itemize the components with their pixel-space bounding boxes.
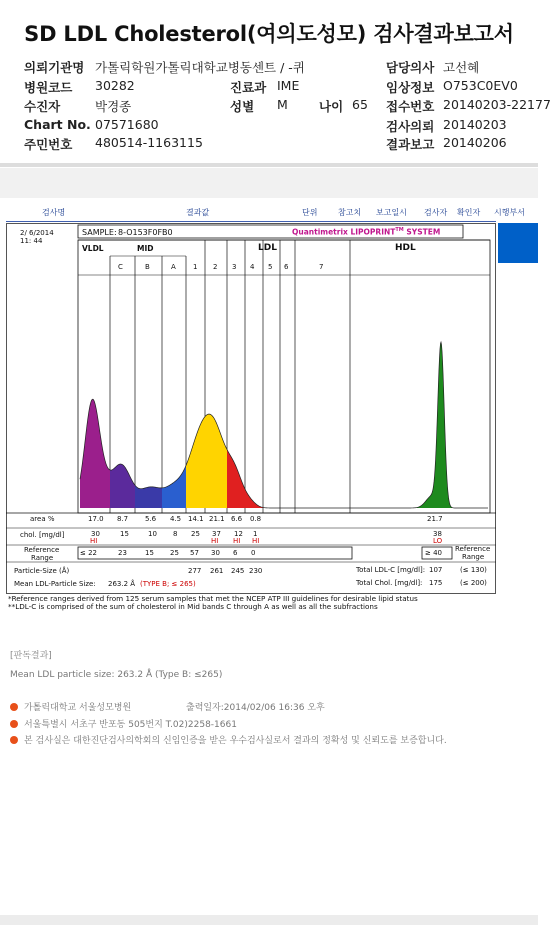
age-value: 65 [352,97,368,112]
ref-value: ≤ 22 [80,549,97,557]
ref-value: 57 [190,549,199,557]
age-label: 나이 [319,99,344,114]
chol-flag: HI [252,537,260,545]
ref-right-label-2: Range [462,553,485,561]
footer-address-line: 서울특별시 서초구 반포동 505번지 T.02)2258-1661 [10,717,237,730]
ldl-band-label-1: 1 [193,263,198,271]
bullet-icon [10,720,18,728]
ldl-band-label-4: 4 [250,263,255,271]
plot-frame [78,240,490,513]
band-fill [205,414,227,508]
report-title: SD LDL Cholesterol(여의도성모) 검사결과보고서 [24,22,514,46]
total-chol-label: Total Chol. [mg/dl]: [356,579,423,587]
run-date: 2/ 6/2014 [20,229,54,237]
particle-size-value: 261 [210,567,224,575]
mid-group-label: MID [137,244,154,253]
hdl-chol-flag: LO [433,537,443,545]
chol-value: 25 [191,530,200,538]
col-ref: 참고치 [338,208,362,217]
mid-band-label-b: B [145,263,150,271]
mean-ldl-label: Mean LDL-Particle Size: [14,580,96,588]
clinical-value: O753C0EV0 [443,78,518,93]
area-value: 8.7 [117,515,129,523]
area-row-label: area % [30,515,55,523]
chol-value: 37 [212,530,221,538]
request-date-label: 검사의뢰 [386,119,435,134]
ref-row-label-1: Reference [24,546,60,554]
footer-issuer-line: 가톨릭대학교 서울성모병원 [10,700,131,713]
hdl-ref-value: ≥ 40 [425,549,442,557]
report-date-value: 20140206 [443,135,507,150]
bottom-strip [0,915,538,925]
sex-label: 성별 [230,99,255,114]
total-ldl-value: 107 [429,566,443,574]
col-test-name: 검사명 [42,208,66,217]
chol-row-label: chol. [mg/dl] [20,531,65,539]
col-report-date: 보고일시 [376,208,407,217]
particle-size-label: Particle-Size (Å) [14,567,70,575]
chol-value: 10 [148,530,157,538]
area-value: 17.0 [88,515,104,523]
band-fill [227,449,245,508]
patient-label: 수진자 [24,99,61,114]
sample-box [78,225,463,238]
particle-size-value: 277 [188,567,202,575]
chol-flag: HI [90,537,98,545]
chol-value: 15 [120,530,129,538]
hdl-area-value: 21.7 [427,515,443,523]
chart-no-value: 07571680 [95,117,159,132]
patient-value: 박경종 [95,99,132,114]
clinical-label: 임상정보 [386,80,435,95]
area-value: 4.5 [170,515,182,523]
particle-size-value: 245 [231,567,245,575]
bullet-icon [10,703,18,711]
hospital-code-value: 30282 [95,78,135,93]
col-tester: 검사자 [424,208,448,217]
vldl-group-label: VLDL [82,244,104,253]
chol-value: 8 [173,530,178,538]
chart-no-label: Chart No. [24,117,91,132]
ref-value: 15 [145,549,154,557]
footer-certification-line: 본 검사실은 대한진단검사의학회의 신임인증을 받은 우수검사실로서 결과의 정확성 및 신뢰도를 보증합니다. [10,733,535,746]
particle-size-value: 230 [249,567,263,575]
ldl-band-label-5: 5 [268,263,273,271]
ref-value: 6 [233,549,238,557]
footnote-2: **LDL-C is comprised of the sum of cholesterol in Mid bands C through A as well as all the subfractions [8,602,378,611]
col-unit: 단위 [302,208,318,217]
col-result: 결과값 [186,208,210,217]
sample-label: SAMPLE: [82,228,117,237]
band-fill [80,399,110,508]
sex-value: M [277,97,288,112]
mean-ldl-type: (TYPE B; ≤ 265) [140,580,196,588]
total-ldl-label: Total LDL-C [mg/dl]: [356,566,426,574]
electrophoresis-trace [80,342,488,508]
ref-value: 0 [251,549,256,557]
col-dept: 시행부서 [494,208,525,217]
comment-title: [판독결과] [10,651,52,661]
ref-value: 30 [211,549,220,557]
footer-printed: 출력일자:2014/02/06 16:36 오후 [186,703,325,713]
doctor-label: 담당의사 [386,60,435,75]
hospital-code-label: 병원코드 [24,80,73,95]
dept-value: IME [277,78,300,93]
comment-body: Mean LDL particle size: 263.2 Å (Type B: ≤265) [10,670,223,680]
receipt-value: 20140203-22177 [443,97,551,112]
area-value: 5.6 [145,515,157,523]
total-chol-ref: (≤ 200) [460,579,487,587]
ldl-band-label-6: 6 [284,263,289,271]
chol-flag: HI [233,537,241,545]
lipoprint-brand: Quantimetrix LIPOPRINT™ SYSTEM [292,227,441,237]
col-confirmer: 확인자 [457,208,481,217]
trace-line [80,342,488,508]
bullet-icon [10,736,18,744]
ref-right-label-1: Reference [455,545,491,553]
institution-value: 가톨릭학원가톨릭대학교병동센트 / -퀴 [95,60,305,75]
report-date-label: 결과보고 [386,137,435,152]
rrn-label: 주민번호 [24,137,73,152]
area-value: 14.1 [188,515,204,523]
band-fill [110,464,135,508]
band-fill [186,417,205,508]
run-time: 11: 44 [20,237,43,245]
area-value: 21.1 [209,515,225,523]
chol-value: 30 [91,530,100,538]
doctor-value: 고선혜 [443,60,480,75]
mean-ldl-value: 263.2 Å [108,580,136,588]
ldl-band-label-3: 3 [232,263,237,271]
dept-label: 진료과 [230,80,267,95]
band-fill [162,465,186,508]
ldl-band-label-2: 2 [213,263,218,271]
area-value: 6.6 [231,515,243,523]
mid-band-label-c: C [118,263,123,271]
chol-value: 1 [253,530,258,538]
chol-flag: HI [211,537,219,545]
total-chol-value: 175 [429,579,443,587]
footnote-1: *Reference ranges derived from 125 serum samples that met the NCEP ATP III guidelines for desirable lipid status [8,594,418,603]
hdl-group-label: HDL [395,243,416,253]
sample-id: 8-O153F0FB0 [118,228,173,237]
ldl-group-label: LDL [258,243,277,253]
area-value: 0.8 [250,515,262,523]
band-fill [245,489,263,508]
hdl-chol-value: 38 [433,530,442,538]
receipt-label: 접수번호 [386,99,435,114]
request-date-value: 20140203 [443,117,507,132]
ref-row-label-2: Range [31,554,54,562]
ref-value: 23 [118,549,127,557]
ref-value: 25 [170,549,179,557]
institution-label: 의뢰기관명 [24,60,85,75]
ldl-band-label-7: 7 [319,263,324,271]
chol-value: 12 [234,530,243,538]
total-ldl-ref: (≤ 130) [460,566,487,574]
mid-band-label-a: A [171,263,176,271]
rrn-value: 480514-1163115 [95,135,203,150]
